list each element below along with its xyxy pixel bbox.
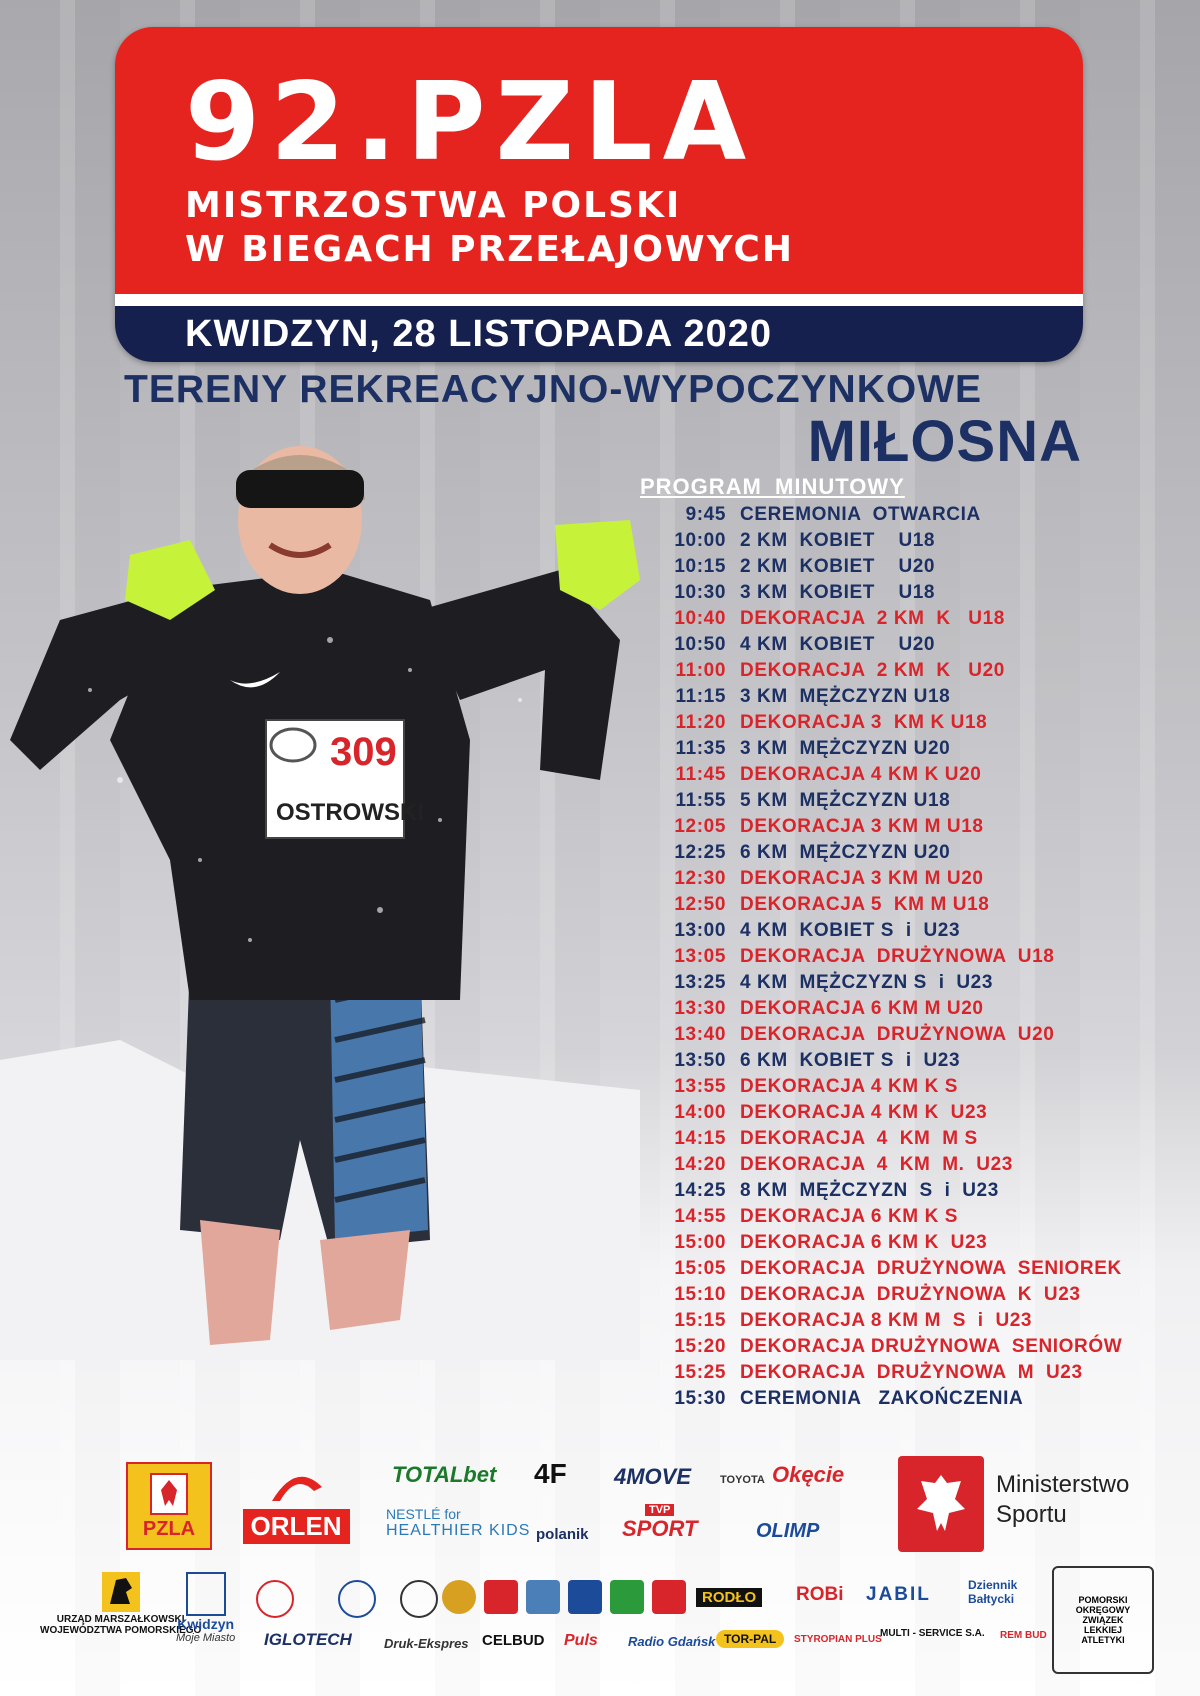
- schedule-row: [640, 1230, 1200, 1256]
- venue-name: MIŁOSNA: [807, 409, 1082, 474]
- schedule-row: [640, 1048, 1200, 1074]
- schedule-time: 11:15: [675, 686, 726, 707]
- crest-icon-4: [610, 1580, 644, 1614]
- schedule-time: 13:05: [674, 946, 726, 967]
- crest-icon-2: [526, 1580, 560, 1614]
- schedule-row: [640, 1334, 1200, 1360]
- schedule-time: 15:20: [674, 1336, 726, 1357]
- schedule-row: [640, 710, 1200, 736]
- schedule-row: [640, 606, 1200, 632]
- event-subtitle-line1: MISTRZOSTWA POLSKI: [185, 185, 682, 226]
- schedule-row: [640, 1204, 1200, 1230]
- pzla-logo: PZLA: [126, 1462, 212, 1550]
- schedule-row: [640, 502, 1200, 528]
- schedule-time: 15:25: [674, 1362, 726, 1383]
- schedule-time: 11:00: [675, 660, 726, 681]
- program-title: PROGRAM MINUTOWY: [640, 474, 905, 499]
- schedule-row: [640, 1126, 1200, 1152]
- schedule-row: [640, 788, 1200, 814]
- celbud-logo: CELBUD: [482, 1632, 545, 1649]
- event-date: KWIDZYN, 28 LISTOPADA 2020: [185, 313, 772, 355]
- event-title: 92.PZLA: [185, 60, 757, 185]
- rodlo-logo: RODŁO: [696, 1588, 762, 1607]
- 4move-logo: 4MOVE: [614, 1464, 692, 1489]
- eagle-icon: [149, 1472, 189, 1516]
- griffin-icon: [96, 1570, 146, 1614]
- schedule-time: 11:55: [675, 790, 726, 811]
- sponsor-badge-4: [442, 1580, 476, 1614]
- banner-divider: [115, 294, 1083, 306]
- schedule-row: [640, 736, 1200, 762]
- schedule-time: 12:05: [674, 816, 726, 837]
- pomorski-ozla-logo: POMORSKI OKRĘGOWY ZWIĄZEK LEKKIEJ ATLETYKI: [1052, 1566, 1154, 1674]
- orlen-eagle-icon: [266, 1467, 326, 1503]
- event-subtitle-line2: W BIEGACH PRZEŁAJOWYCH: [185, 229, 794, 270]
- schedule-event: DEKORACJA 4 KM M S: [740, 1128, 978, 1149]
- ministry-text: Ministerstwo Sportu: [996, 1471, 1130, 1528]
- schedule-event: DEKORACJA DRUŻYNOWA SENIOREK: [740, 1258, 1122, 1279]
- schedule-row: [640, 1100, 1200, 1126]
- schedule-time: 14:55: [674, 1206, 726, 1227]
- schedule-event: 6 KM KOBIET S i U23: [740, 1050, 961, 1071]
- schedule-event: DEKORACJA 6 KM M U20: [740, 998, 984, 1019]
- schedule-row: [640, 944, 1200, 970]
- schedule-time: 10:00: [674, 530, 726, 551]
- schedule-row: [640, 996, 1200, 1022]
- schedule-time: 15:10: [674, 1284, 726, 1305]
- schedule-event: DEKORACJA 5 KM M U18: [740, 894, 990, 915]
- schedule-event: DEKORACJA 4 KM M. U23: [740, 1154, 1013, 1175]
- schedule-event: 3 KM KOBIET U18: [740, 582, 936, 603]
- schedule-row: [640, 970, 1200, 996]
- schedule-time: 15:15: [674, 1310, 726, 1331]
- schedule-event: DEKORACJA 2 KM K U18: [740, 608, 1005, 629]
- schedule-row: [640, 840, 1200, 866]
- schedule-time: 14:00: [674, 1102, 726, 1123]
- bib-number: 309: [330, 730, 397, 774]
- schedule-row: [640, 528, 1200, 554]
- schedule-event: DEKORACJA DRUŻYNOWA U20: [740, 1024, 1055, 1045]
- puls-logo: Puls: [564, 1632, 598, 1649]
- schedule-event: 2 KM KOBIET U20: [740, 556, 936, 577]
- schedule-time: 12:30: [674, 868, 726, 889]
- schedule-time: 15:00: [674, 1232, 726, 1253]
- sponsor-badge-1: [256, 1580, 294, 1618]
- schedule-row: [640, 814, 1200, 840]
- totalbet-logo: TOTALbet: [392, 1462, 497, 1487]
- 4f-logo: 4F: [534, 1458, 567, 1489]
- schedule-row: [640, 658, 1200, 684]
- schedule-time: 13:30: [674, 998, 726, 1019]
- schedule-event: 3 KM MĘŻCZYZN U18: [740, 686, 951, 707]
- schedule-time: 14:15: [674, 1128, 726, 1149]
- polanik-logo: polanik: [536, 1526, 589, 1543]
- schedule-row: [640, 918, 1200, 944]
- schedule-time: 15:05: [674, 1258, 726, 1279]
- schedule-event: 5 KM MĘŻCZYZN U18: [740, 790, 951, 811]
- schedule-row: [640, 1178, 1200, 1204]
- schedule-time: 12:50: [674, 894, 726, 915]
- schedule-event: CEREMONIA ZAKOŃCZENIA: [740, 1388, 1024, 1409]
- crest-icon-3: [568, 1580, 602, 1614]
- schedule-row: [640, 1152, 1200, 1178]
- urzad-marszalkowski-logo: URZĄD MARSZAŁKOWSKI WOJEWÓDZTWA POMORSKIEGO: [40, 1570, 201, 1636]
- schedule-time: 13:25: [674, 972, 726, 993]
- schedule-event: DEKORACJA 3 KM K U18: [740, 712, 988, 733]
- schedule-event: DEKORACJA 4 KM K S: [740, 1076, 959, 1097]
- robi-logo: ROBi: [796, 1584, 844, 1605]
- schedule-event: DEKORACJA 2 KM K U20: [740, 660, 1005, 681]
- schedule-event: 2 KM KOBIET U18: [740, 530, 936, 551]
- bib-name: OSTROWSKI: [276, 799, 424, 826]
- schedule-row: [640, 1386, 1200, 1412]
- schedule-event: DEKORACJA DRUŻYNOWA SENIORÓW: [740, 1336, 1123, 1357]
- program-schedule: [640, 502, 1200, 1412]
- schedule-row: [640, 1282, 1200, 1308]
- schedule-time: 13:40: [674, 1024, 726, 1045]
- kwidzyn-logo: Kwidzyn Moje Miasto: [176, 1572, 235, 1644]
- schedule-event: DEKORACJA DRUŻYNOWA M U23: [740, 1362, 1083, 1383]
- kwidzyn-crest-icon: [186, 1572, 226, 1616]
- schedule-event: DEKORACJA DRUŻYNOWA U18: [740, 946, 1055, 967]
- crest-icon-5: [652, 1580, 686, 1614]
- schedule-time: 10:40: [674, 608, 726, 629]
- radio-gdansk-logo: Radio Gdańsk: [628, 1634, 716, 1649]
- schedule-row: [640, 762, 1200, 788]
- rembud-logo: REM BUD: [1000, 1630, 1047, 1641]
- schedule-time: 14:20: [674, 1154, 726, 1175]
- schedule-time: 11:35: [675, 738, 726, 759]
- schedule-time: 13:00: [674, 920, 726, 941]
- orlen-logo: ORLEN: [236, 1460, 356, 1550]
- schedule-event: DEKORACJA 3 KM M U18: [740, 816, 984, 837]
- schedule-time: 10:30: [674, 582, 726, 603]
- schedule-time: 14:25: [674, 1180, 726, 1201]
- tvp-sport-logo: TVP SPORT: [622, 1504, 698, 1541]
- runner-illustration: [0, 440, 640, 1360]
- schedule-time: 13:55: [674, 1076, 726, 1097]
- schedule-time: 11:45: [675, 764, 726, 785]
- schedule-time: 15:30: [674, 1388, 726, 1409]
- schedule-time: 10:15: [674, 556, 726, 577]
- schedule-row: [640, 1022, 1200, 1048]
- schedule-event: DEKORACJA 6 KM K S: [740, 1206, 959, 1227]
- schedule-event: DEKORACJA 6 KM K U23: [740, 1232, 988, 1253]
- schedule-event: CEREMONIA OTWARCIA: [740, 504, 981, 525]
- schedule-event: 6 KM MĘŻCZYZN U20: [740, 842, 951, 863]
- schedule-time: 9:45: [685, 504, 726, 525]
- crest-icon-1: [484, 1580, 518, 1614]
- schedule-time: 10:50: [674, 634, 726, 655]
- schedule-event: 8 KM MĘŻCZYZN S i U23: [740, 1180, 999, 1201]
- schedule-row: [640, 1360, 1200, 1386]
- schedule-event: DEKORACJA 4 KM K U23: [740, 1102, 988, 1123]
- sponsor-badge-3: [400, 1580, 438, 1618]
- schedule-row: [640, 684, 1200, 710]
- schedule-event: DEKORACJA DRUŻYNOWA K U23: [740, 1284, 1081, 1305]
- schedule-row: [640, 866, 1200, 892]
- schedule-event: DEKORACJA 3 KM M U20: [740, 868, 984, 889]
- nestle-logo: NESTLÉ for HEALTHIER KIDS: [386, 1506, 531, 1539]
- schedule-row: [640, 1256, 1200, 1282]
- schedule-row: [640, 580, 1200, 606]
- schedule-row: [640, 892, 1200, 918]
- jabil-logo: JABIL: [866, 1584, 931, 1605]
- torpal-logo: TOR-PAL: [716, 1630, 784, 1648]
- schedule-event: 4 KM KOBIET S i U23: [740, 920, 961, 941]
- dziennik-baltycki-logo: Dziennik Bałtycki: [968, 1578, 1018, 1606]
- schedule-row: [640, 632, 1200, 658]
- druk-ekspres-logo: Druk-Ekspres: [384, 1636, 469, 1651]
- schedule-time: 11:20: [675, 712, 726, 733]
- header-banner: [115, 27, 1083, 362]
- multi-service-logo: MULTI - SERVICE S.A.: [880, 1628, 985, 1639]
- ministry-emblem: [898, 1456, 984, 1552]
- schedule-event: DEKORACJA 4 KM K U20: [740, 764, 982, 785]
- schedule-time: 13:50: [674, 1050, 726, 1071]
- schedule-event: 3 KM MĘŻCZYZN U20: [740, 738, 951, 759]
- styropian-plus-logo: STYROPIAN PLUS: [794, 1634, 882, 1645]
- iglotech-logo: IGLOTECH: [264, 1630, 352, 1649]
- okecie-logo: Okęcie: [772, 1462, 845, 1487]
- schedule-time: 12:25: [674, 842, 726, 863]
- olimp-logo: OLIMP: [756, 1520, 820, 1542]
- schedule-row: [640, 1074, 1200, 1100]
- schedule-event: 4 KM MĘŻCZYZN S i U23: [740, 972, 993, 993]
- white-eagle-icon: [911, 1469, 971, 1539]
- schedule-row: [640, 1308, 1200, 1334]
- schedule-row: [640, 554, 1200, 580]
- sponsor-badge-2: [338, 1580, 376, 1618]
- schedule-event: 4 KM KOBIET U20: [740, 634, 936, 655]
- toyota-logo: TOYOTA: [720, 1474, 765, 1486]
- venue-line1: TERENY REKREACYJNO-WYPOCZYNKOWE: [124, 368, 983, 411]
- schedule-event: DEKORACJA 8 KM M S i U23: [740, 1310, 1033, 1331]
